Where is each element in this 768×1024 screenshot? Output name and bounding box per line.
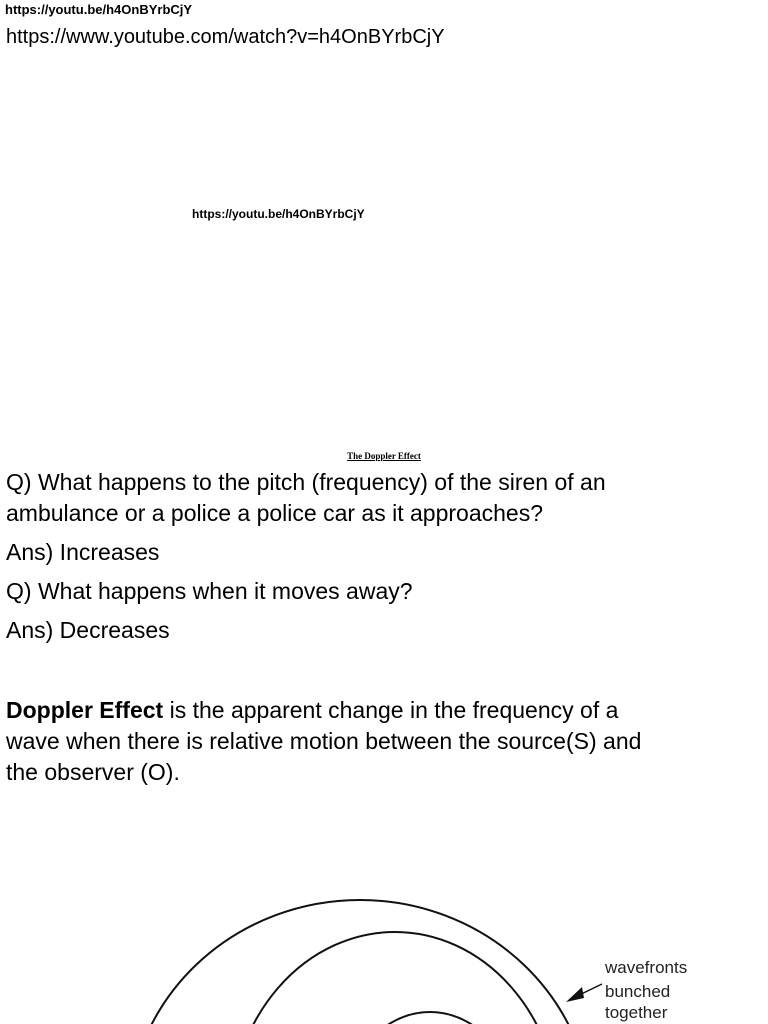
definition-line-1 [6, 695, 618, 726]
diagram-label-line-3: together [605, 1003, 668, 1022]
definition-line-3: the observer (O). [6, 759, 180, 785]
doppler-wavefront-diagram [0, 880, 768, 1024]
question-2: Q) What happens when it moves away? [6, 578, 413, 604]
definition-line-2: wave when there is relative motion between the source(S) and [6, 728, 642, 754]
inner-wavefront [340, 1012, 520, 1024]
question-1-line-1: Q) What happens to the pitch (frequency) of the siren of an [6, 469, 606, 495]
question-1-line-2: ambulance or a police a police car as it approaches? [6, 500, 543, 526]
definition-term: Doppler Effect [6, 697, 164, 723]
definition-text: is the apparent change in the frequency of a [163, 697, 619, 723]
answer-1: Ans) Increases [6, 539, 160, 565]
short-video-link[interactable]: https://youtu.be/h4OnBYrbCjY [5, 2, 193, 17]
answer-2: Ans) Decreases [6, 617, 170, 643]
outer-wavefront [128, 900, 592, 1024]
label-arrow-head [566, 987, 584, 1002]
center-video-link[interactable]: https://youtu.be/h4OnBYrbCjY [192, 207, 365, 221]
middle-wavefront [230, 932, 560, 1024]
document-title: The Doppler Effect [347, 451, 421, 461]
full-video-link[interactable]: https://www.youtube.com/watch?v=h4OnBYrbCjY [6, 26, 445, 48]
diagram-label-line-2: bunched [605, 982, 671, 1001]
diagram-label-line-1: wavefronts [605, 958, 688, 977]
